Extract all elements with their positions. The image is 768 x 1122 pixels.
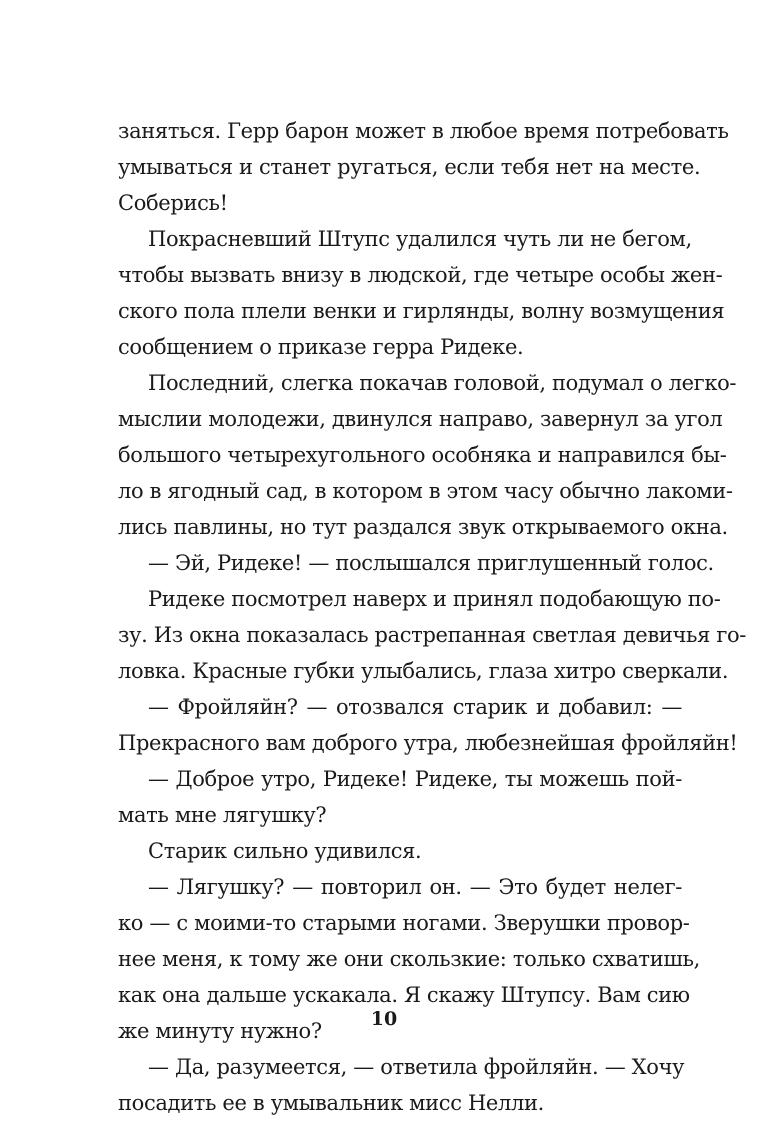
text-line: посадить ее в умывальник мисс Нелли. <box>118 1091 544 1115</box>
text-line: большого четырехугольного особняка и направился бы- <box>118 443 727 467</box>
text-line: зу. Из окна показалась растрепанная светлая девичья го- <box>118 623 747 647</box>
text-line: чтобы вызвать внизу в людской, где четыре особы жен- <box>118 263 723 287</box>
text-line: умываться и станет ругаться, если тебя нет на месте. <box>118 155 701 179</box>
text-line: — Фройляйн? — отозвался старик и добавил: — <box>148 695 682 719</box>
text-line: как она дальше ускакала. Я скажу Штупсу. Вам сию <box>118 983 690 1007</box>
text-line: мыслии молодежи, двинулся направо, завернул за угол <box>118 407 723 431</box>
text-line: Соберись! <box>118 191 228 215</box>
text-line: ко — с моими-то старыми ногами. Зверушки провор- <box>118 911 690 935</box>
page-body <box>118 113 747 1121</box>
text-line: Старик сильно удивился. <box>148 839 422 863</box>
text-line: Последний, слегка покачав головой, подумал о легко- <box>148 371 737 395</box>
text-line: — Лягушку? — повторил он. — Это будет нелег- <box>148 875 682 899</box>
text-line: же минуту нужно? <box>118 1019 322 1043</box>
text-line: лись павлины, но тут раздался звук открываемого окна. <box>118 515 728 539</box>
text-line: Покрасневший Штупс удалился чуть ли не бегом, <box>148 227 692 251</box>
text-line: ло в ягодный сад, в котором в этом часу обычно лакоми- <box>118 479 733 503</box>
text-line: — Доброе утро, Ридеке! Ридеке, ты можешь пой- <box>148 767 682 791</box>
text-line: Ридеке посмотрел наверх и принял подобающую по- <box>148 587 721 611</box>
text-line: — Эй, Ридеке! — послышался приглушенный голос. <box>148 551 714 575</box>
text-line: ского пола плели венки и гирлянды, волну возмущения <box>118 299 725 323</box>
text-line: ловка. Красные губки улыбались, глаза хитро сверкали. <box>118 659 729 683</box>
text-line: заняться. Герр барон может в любое время потребовать <box>118 119 729 143</box>
page-number: 10 <box>370 1008 398 1030</box>
text-line: — Да, разумеется, — ответила фройляйн. — Хочу <box>148 1055 685 1079</box>
text-line: Прекрасного вам доброго утра, любезнейшая фройляйн! <box>118 731 738 755</box>
text-line: сообщением о приказе герра Ридеке. <box>118 335 524 359</box>
text-line: мать мне лягушку? <box>118 803 327 827</box>
text-line: нее меня, к тому же они скользкие: только схватишь, <box>118 947 700 971</box>
